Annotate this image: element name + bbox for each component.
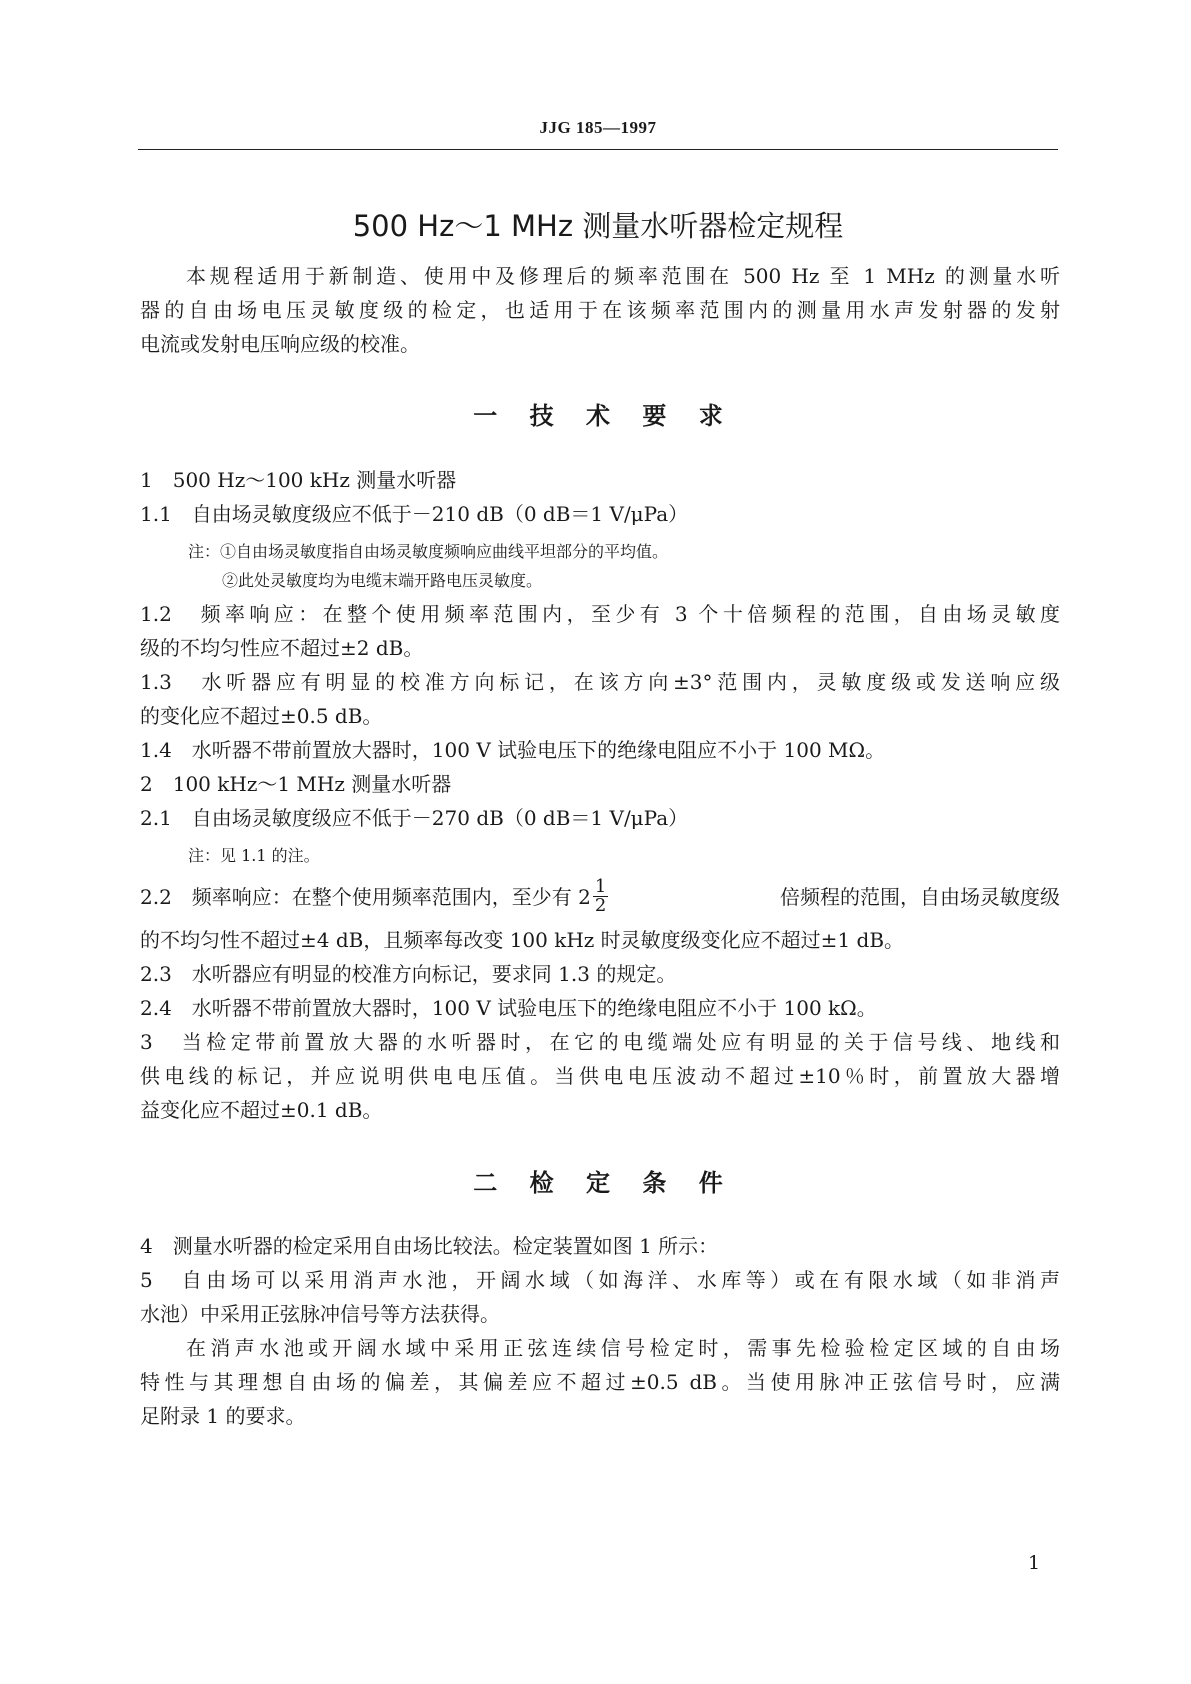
clause-3-line-1: 3 当检定带前置放大器的水听器时，在它的电缆端处应有明显的关于信号线、地线和 (140, 1030, 1060, 1054)
clause-2-2-line-1 (140, 878, 1060, 915)
note-1-1-b: ②此处灵敏度均为电缆末端开路电压灵敏度。 (222, 571, 543, 590)
paragraph-line-2: 特性与其理想自由场的偏差，其偏差应不超过±0.5 dB。当使用脉冲正弦信号时，应满 (140, 1370, 1060, 1394)
clause-5-line-1: 5 自由场可以采用消声水池，开阔水域（如海洋、水库等）或在有限水域（如非消声 (140, 1268, 1060, 1292)
clause-1-3-line-2: 的变化应不超过±0.5 dB。 (140, 704, 383, 728)
clause-1-2-line-1: 1.2 频率响应：在整个使用频率范围内，至少有 3 个十倍频程的范围，自由场灵敏度 (140, 602, 1060, 626)
clause-3-line-3: 益变化应不超过±0.1 dB。 (140, 1098, 383, 1122)
intro-line-2: 器的自由场电压灵敏度级的检定，也适用于在该频率范围内的测量用水声发射器的发射 (140, 298, 1060, 322)
clause-2-3: 2.3 水听器应有明显的校准方向标记，要求同 1.3 的规定。 (140, 962, 677, 986)
clause-2-2-lead (140, 878, 610, 915)
document-title: 500 Hz～1 MHz 测量水听器检定规程 (352, 209, 844, 243)
clause-2: 2 100 kHz～1 MHz 测量水听器 (140, 772, 452, 796)
header-rule (138, 149, 1058, 150)
document-code-header: JJG 185—1997 (539, 118, 657, 137)
clause-1: 1 500 Hz～100 kHz 测量水听器 (140, 468, 457, 492)
intro-line-3: 电流或发射电压响应级的校准。 (140, 332, 420, 356)
fraction-denominator: 2 (594, 895, 607, 916)
section-heading-2: 二 检 定 条 件 (473, 1169, 723, 1197)
clause-2-1: 2.1 自由场灵敏度级应不低于－270 dB（0 dB＝1 V/μPa） (140, 806, 689, 830)
clause-5-line-2: 水池）中采用正弦脉冲信号等方法获得。 (140, 1302, 500, 1326)
note-2-1: 注：见 1.1 的注。 (188, 846, 320, 865)
clause-4: 4 测量水听器的检定采用自由场比较法。检定装置如图 1 所示： (140, 1234, 719, 1258)
clause-1-1: 1.1 自由场灵敏度级应不低于－210 dB（0 dB＝1 V/μPa） (140, 502, 689, 526)
fraction-one-half (593, 878, 608, 915)
clause-2-2-line-2: 的不均匀性不超过±4 dB，且频率每改变 100 kHz 时灵敏度级变化应不超过±1 dB。 (140, 928, 905, 952)
clause-2-4: 2.4 水听器不带前置放大器时，100 V 试验电压下的绝缘电阻应不小于 100 kΩ。 (140, 996, 877, 1020)
clause-2-2-prefix: 2.2 频率响应：在整个使用频率范围内，至少有 2 (140, 884, 591, 909)
clause-1-4: 1.4 水听器不带前置放大器时，100 V 试验电压下的绝缘电阻应不小于 100 MΩ。 (140, 738, 886, 762)
page-number: 1 (1028, 1552, 1041, 1574)
paragraph-line-3: 足附录 1 的要求。 (140, 1404, 306, 1428)
clause-3-line-2: 供电线的标记，并应说明供电电压值。当供电电压波动不超过±10％时，前置放大器增 (140, 1064, 1060, 1088)
fraction-numerator: 1 (594, 876, 607, 897)
note-1-1-a: 注：①自由场灵敏度指自由场灵敏度频响应曲线平坦部分的平均值。 (188, 542, 669, 561)
section-heading-1: 一 技 术 要 求 (473, 402, 723, 430)
intro-line-1: 本规程适用于新制造、使用中及修理后的频率范围在 500 Hz 至 1 MHz 的测量水听 (186, 264, 1060, 288)
clause-2-2-suffix: 倍频程的范围，自由场灵敏度级 (780, 884, 1060, 909)
clause-1-2-line-2: 级的不均匀性应不超过±2 dB。 (140, 636, 424, 660)
paragraph-line-1: 在消声水池或开阔水域中采用正弦连续信号检定时，需事先检验检定区域的自由场 (186, 1336, 1060, 1360)
clause-1-3-line-1: 1.3 水听器应有明显的校准方向标记，在该方向±3°范围内，灵敏度级或发送响应级 (140, 670, 1060, 694)
